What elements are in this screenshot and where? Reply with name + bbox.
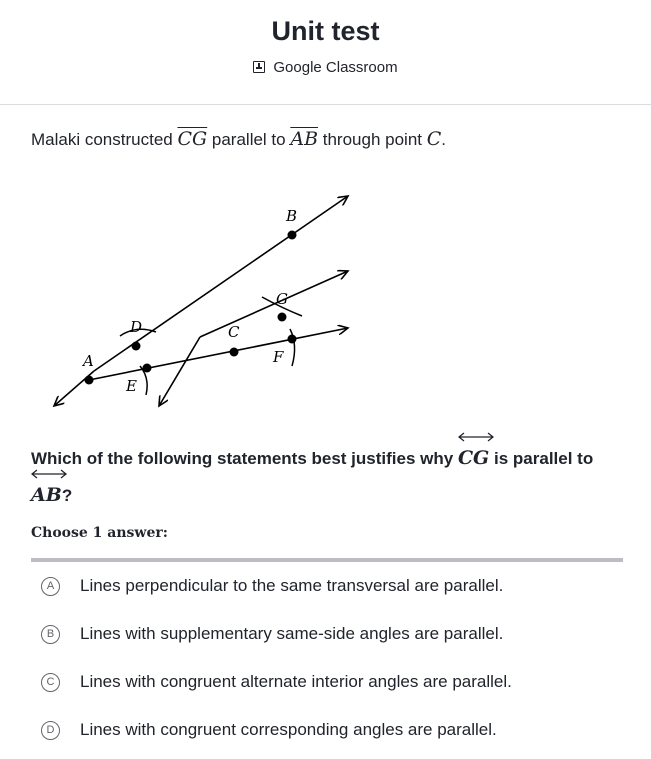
double-arrow-icon xyxy=(31,469,67,479)
label-c: C xyxy=(228,323,240,341)
label-g: G xyxy=(276,290,288,308)
choice-text-c: Lines with congruent alternate interior angles are parallel. xyxy=(80,672,512,691)
line-cg-text: CG xyxy=(457,447,490,469)
prompt-text-3: through point xyxy=(318,130,427,149)
question-text-1: Which of the following statements best justifies why xyxy=(31,449,458,468)
choice-text-b: Lines with supplementary same-side angles are parallel. xyxy=(80,624,504,643)
google-classroom-label: Google Classroom xyxy=(273,59,398,76)
choice-c[interactable] xyxy=(31,658,623,706)
line-cg-back xyxy=(159,337,200,406)
question-text-2: is parallel to xyxy=(489,449,594,468)
point-b-dot xyxy=(288,231,297,240)
prompt-text-4: . xyxy=(441,130,447,149)
point-g-dot xyxy=(278,313,287,322)
label-e: E xyxy=(126,377,137,395)
choice-letter-b: B xyxy=(41,625,60,644)
construction-diagram xyxy=(40,180,370,420)
question-text xyxy=(31,438,621,512)
choice-letter-c: C xyxy=(41,673,60,692)
google-classroom-link[interactable] xyxy=(0,59,651,76)
choice-text-d: Lines with congruent corresponding angles are parallel. xyxy=(80,720,497,739)
point-a-dot xyxy=(85,376,94,385)
answer-choices xyxy=(31,562,623,754)
segment-cg: $\overline{CG}$ xyxy=(177,128,208,150)
double-arrow-icon xyxy=(458,432,494,442)
point-e-dot xyxy=(143,364,152,373)
line-ab-symbol xyxy=(31,475,62,512)
prompt-text-1: Malaki constructed xyxy=(31,130,178,149)
transversal-line xyxy=(89,328,348,380)
point-d-dot xyxy=(132,342,141,351)
choose-label: Choose 1 answer: xyxy=(31,525,168,541)
choice-letter-a: A xyxy=(41,577,60,596)
segment-ab: $\overline{AB}$ xyxy=(290,128,319,150)
point-f-dot xyxy=(288,335,297,344)
point-c: C xyxy=(426,128,442,150)
page-title: Unit test xyxy=(271,16,380,46)
page-header xyxy=(0,0,651,105)
label-b: B xyxy=(286,207,298,225)
label-a: A xyxy=(83,352,94,370)
label-f: F xyxy=(273,348,284,366)
google-classroom-icon xyxy=(253,61,265,73)
choice-text-a: Lines perpendicular to the same transversal are parallel. xyxy=(80,576,504,595)
prompt-text-2: parallel to xyxy=(207,130,291,149)
choice-letter-d: D xyxy=(41,721,60,740)
question-prompt xyxy=(31,128,446,150)
line-cg-symbol xyxy=(458,438,489,475)
question-text-3: ? xyxy=(61,486,73,505)
line-ab-text: AB xyxy=(31,484,62,506)
label-d: D xyxy=(130,318,143,336)
choice-a[interactable] xyxy=(31,562,623,610)
point-c-dot xyxy=(230,348,239,357)
choice-b[interactable] xyxy=(31,610,623,658)
choice-d[interactable] xyxy=(31,706,623,754)
